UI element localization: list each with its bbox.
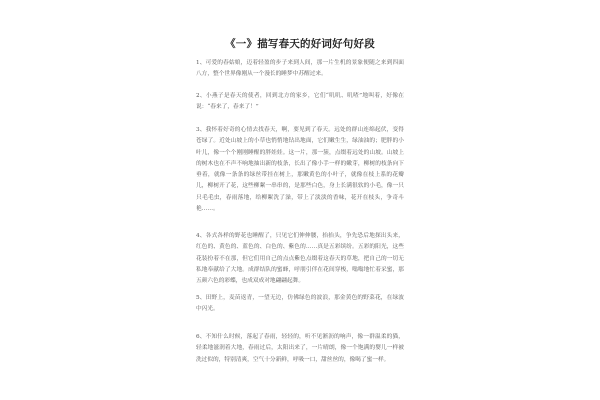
paragraph-5: 5、田野上，麦苗返青，一望无边，仿佛绿色的波浪，那金黄色的野菜花，在绿波中闪光。 (196, 295, 404, 313)
paragraph-1: 1、可爱的春姑娘，迈着轻盈的步子来到人间，那一片生机的景象便随之来到四面八方，整个世界像刚从一个漫长的睡梦中苏醒过来。 (196, 60, 404, 78)
paragraph-2: 2、小燕子是春天的使者，回到北方的家乡，它们“叽叽、叽喳”地叫着，好像在说：“春来了，春来了！” (196, 93, 404, 111)
paragraph-4: 4、各式各样的野花也睡醒了，只见它们伸伸腰，抬抬头，争先恐后地探出头来，红色的、黄色的、蓝色的、白色的、紫色的……真是五彩缤纷。五彩的阳光，这些花装扮着不在那，但它们用自己的点点紫色点缀着这春天的草地，把自己的一切无私地奉献给了大地。成群结队的蜜蜂，呼朋引伴在花间穿梭，嗡嗡地忙着采蜜，那五颜六色的彩蝶，也成双成对地翩翩起舞。 (196, 233, 404, 284)
document-title: 《一》描写春天的好词好句好段 (225, 38, 375, 50)
paragraph-6: 6、不知什么时候，落起了春雨，轻轻的，听不见淅沥的响声，像一群温柔的猫，轻柔地滋润着大地，春雨过后，太阳出来了，一片晴朗，像一个饱满的婴儿一样被洗过似的，特别清爽，空气十分新鲜，呼吸一口，甜丝丝的，像喝了蜜一样。 (196, 334, 404, 363)
paragraph-3: 3、我怀着好奇的心情去找春天，啊，要见到了春天。远处的群山连绵起伏，变得苍绿了。近处山坡上的小草也悄悄地钻出地面，它们嫩生生，绿油油的；肥胖的小叶儿，像一个个刚刚睡醒的胖娃娃。这一片，那一簇，点缀着远处的山坡。山坡上的树木也在不声不响地抽出新的枝条，长出了像小手一样的嫩芽，柳树的枝条向下垂着，就像一条条的绿丝带挂在树上，那嫩黄色的小叶子，就像在枝上系的花瓣儿，柳树开了花，这些柳絮一串串的，是那些白色，身上长满很软的小毛，像一只只毛毛虫，春雨落地，给柳絮洗了澡，带上了淡淡的香味，花开在枝头，争奇斗艳……。 (196, 127, 404, 212)
